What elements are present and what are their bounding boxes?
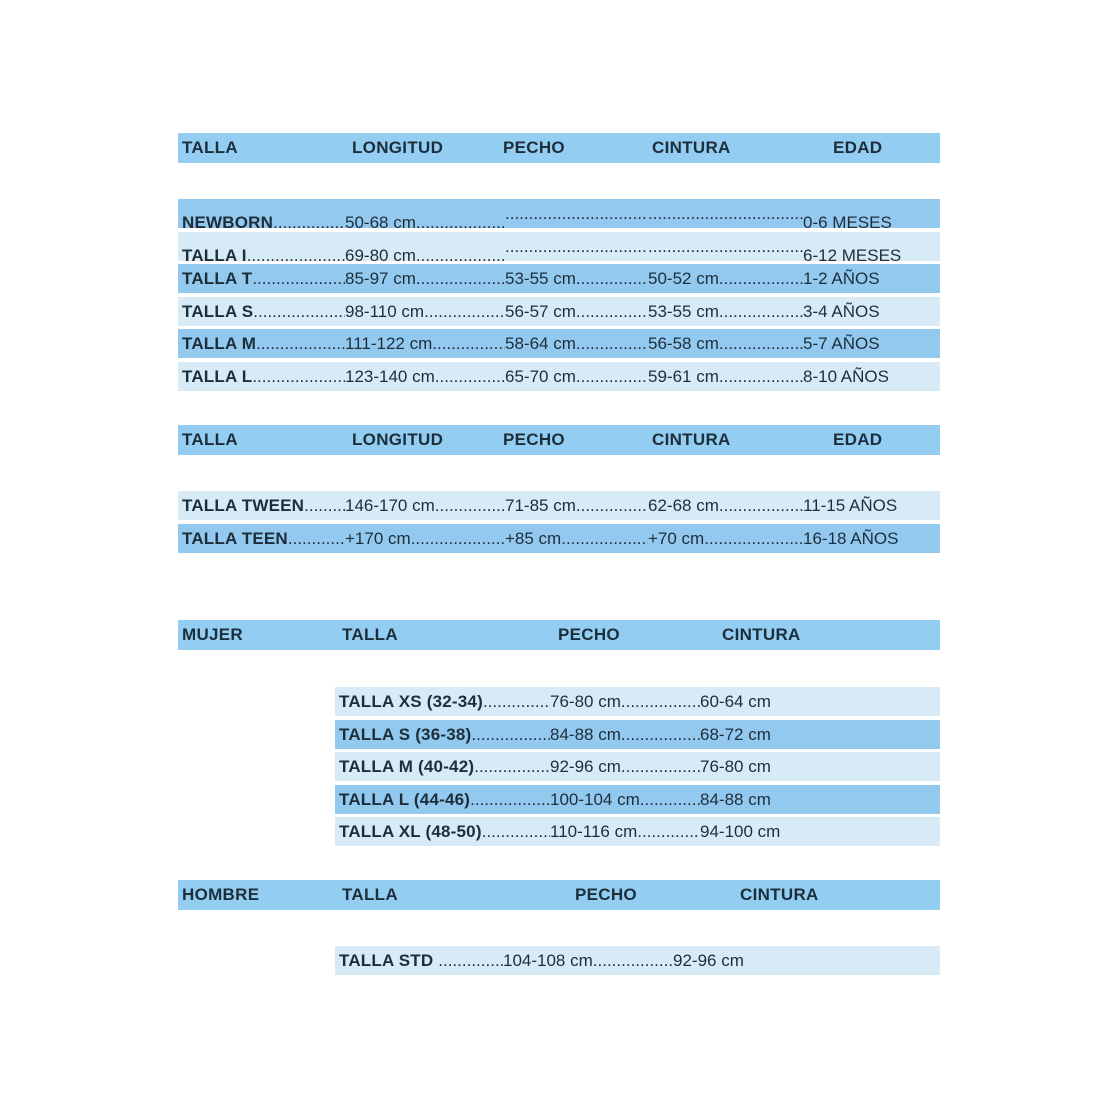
table-header-band [178,133,940,163]
row-value-cell [345,524,505,553]
leader-dots [474,752,550,781]
column-header: TALLA [342,625,398,644]
leader-dots [719,297,803,326]
row-value: 111-122 cm [345,334,433,353]
row-value-cell [648,199,803,228]
column-header: CINTURA [722,625,801,644]
row-value: 76-80 cm [550,692,621,711]
column-header: PECHO [558,625,620,644]
row-value: 50-68 cm [345,213,416,228]
column-header: PECHO [503,430,565,449]
row-label-cell [339,752,550,781]
row-value-cell [648,491,803,520]
leader-dots [704,524,803,553]
row-value: 146-170 cm [345,496,435,515]
leader-dots [719,329,803,358]
leader-dots [471,720,550,749]
row-label: TALLA T [182,269,253,288]
leader-dots [640,785,700,814]
row-label: TALLA TWEEN [182,496,305,515]
column-header: HOMBRE [182,885,260,904]
leader-dots [247,241,345,261]
column-header: PECHO [503,138,565,157]
row-value: 56-58 cm [648,334,719,353]
row-label-cell [182,329,345,358]
table-header-band [178,425,940,455]
leader-dots [253,297,345,326]
leader-dots [621,720,700,749]
leader-dots [621,687,700,716]
row-value-cell [345,208,505,228]
row-label: TALLA I [182,246,247,261]
row-value-cell [648,297,803,326]
row-value: 8-10 AÑOS [803,367,889,386]
row-value: 76-80 cm [700,757,771,776]
row-value: 1-2 AÑOS [803,269,880,288]
table-header-band [178,620,940,650]
column-header: LONGITUD [352,138,444,157]
leader-dots [621,752,700,781]
leader-dots [576,329,648,358]
row-value: 69-80 cm [345,246,416,261]
leader-dots [432,329,505,358]
row-value-cell [550,817,700,846]
row-label: TALLA XL (48-50) [339,822,482,841]
column-header: TALLA [182,138,238,157]
row-value: 104-108 cm [503,951,593,970]
row-label-cell [339,720,550,749]
row-value-cell [505,264,648,293]
row-value: 84-88 cm [550,725,621,744]
leader-dots [288,524,345,553]
row-value: 5-7 AÑOS [803,334,880,353]
row-value: 94-100 cm [700,822,781,841]
table-row [335,720,940,749]
row-value-cell [550,687,700,716]
row-label: TALLA L (44-46) [339,790,471,809]
row-value-cell [505,524,648,553]
row-value-cell [550,720,700,749]
leader-dots [252,362,345,391]
leader-dots [483,687,550,716]
leader-dots [424,297,505,326]
row-label: TALLA S (36-38) [339,725,472,744]
row-label: TALLA XS (32-34) [339,692,483,711]
row-value: 6-12 MESES [803,246,902,261]
row-label: TALLA S [182,302,254,321]
row-value-cell [550,785,700,814]
row-value: 68-72 cm [700,725,771,744]
row-value-cell [505,491,648,520]
table-row [335,752,940,781]
leader-dots [719,362,803,391]
row-value-cell [505,362,648,391]
row-label: TALLA TEEN [182,529,288,548]
row-value: 58-64 cm [505,334,576,353]
row-value: 50-52 cm [648,269,719,288]
leader-dots [576,264,648,293]
row-value: 98-110 cm [345,302,425,321]
leader-dots [482,817,550,846]
leader-dots [416,264,505,293]
row-value-cell [648,232,803,261]
row-label-cell [182,524,345,553]
leader-dots [637,817,700,846]
table-row [178,329,940,358]
row-value-cell [345,297,505,326]
leader-dots [252,264,345,293]
row-label: NEWBORN [182,213,274,228]
row-value-cell [505,232,648,261]
row-value-cell [505,329,648,358]
table-row [335,817,940,846]
row-value: 53-55 cm [505,269,576,288]
leader-dots [576,297,648,326]
row-value-cell [648,362,803,391]
leader-dots [304,491,345,520]
column-header: EDAD [833,430,883,449]
leader-dots [411,524,505,553]
row-value: 92-96 cm [550,757,621,776]
row-value: 84-88 cm [700,790,771,809]
leader-dots [505,199,648,228]
row-value-cell [648,264,803,293]
row-label: TALLA STD [339,951,439,970]
row-value-cell [503,946,673,975]
row-label-cell [339,687,550,716]
row-value: 62-68 cm [648,496,719,515]
column-header: TALLA [182,430,238,449]
row-value: 60-64 cm [700,692,771,711]
row-label-cell [182,297,345,326]
table-row [335,946,940,975]
column-header: TALLA [342,885,398,904]
row-value: 92-96 cm [673,951,744,970]
leader-dots [470,785,550,814]
row-value-cell [505,297,648,326]
leader-dots [593,946,673,975]
column-header: MUJER [182,625,244,644]
row-value: 100-104 cm [550,790,640,809]
row-label-cell [182,362,345,391]
row-value: 59-61 cm [648,367,719,386]
leader-dots [416,241,505,261]
column-header: EDAD [833,138,883,157]
leader-dots [719,491,803,520]
row-label: TALLA M [182,334,257,353]
row-value: 71-85 cm [505,496,576,515]
row-value-cell [648,329,803,358]
row-value-cell [648,524,803,553]
row-value: 16-18 AÑOS [803,529,899,548]
table-row [178,297,940,326]
row-value: 110-116 cm [550,822,638,841]
row-label-cell [339,817,550,846]
row-value: 65-70 cm [505,367,576,386]
column-header: CINTURA [652,430,731,449]
row-label: TALLA M (40-42) [339,757,475,776]
row-value-cell [505,199,648,228]
row-value-cell [345,264,505,293]
leader-dots [273,208,345,228]
row-label-cell [182,208,345,228]
column-header: LONGITUD [352,430,444,449]
leader-dots [435,491,505,520]
table-row [178,491,940,520]
table-row [335,687,940,716]
row-value: 3-4 AÑOS [803,302,880,321]
column-header: PECHO [575,885,637,904]
leader-dots [438,946,503,975]
leader-dots [435,362,505,391]
leader-dots [648,232,803,261]
row-value: +170 cm [345,529,411,548]
row-value-cell [345,329,505,358]
row-value: 11-15 AÑOS [803,496,898,515]
table-row [178,362,940,391]
row-value-cell [550,752,700,781]
leader-dots [561,524,648,553]
row-value: +70 cm [648,529,705,548]
leader-dots [416,208,505,228]
row-value: 85-97 cm [345,269,416,288]
leader-dots [576,362,648,391]
row-label: TALLA L [182,367,253,386]
column-header: CINTURA [652,138,731,157]
table-row [178,524,940,553]
row-label-cell [339,946,503,975]
row-value: 53-55 cm [648,302,719,321]
row-label-cell [182,491,345,520]
table-row [335,785,940,814]
leader-dots [576,491,648,520]
row-value-cell [345,362,505,391]
leader-dots [648,199,803,228]
table-row [178,232,940,261]
table-header-band [178,880,940,910]
column-header: CINTURA [740,885,819,904]
row-value: 123-140 cm [345,367,435,386]
leader-dots [505,232,648,261]
row-value: +85 cm [505,529,562,548]
leader-dots [256,329,345,358]
row-value: 0-6 MESES [803,213,892,228]
row-value-cell [345,241,505,261]
row-value-cell [345,491,505,520]
row-label-cell [182,264,345,293]
row-label-cell [339,785,550,814]
row-value: 56-57 cm [505,302,576,321]
leader-dots [719,264,803,293]
row-label-cell [182,241,345,261]
table-row [178,199,940,228]
table-row [178,264,940,293]
